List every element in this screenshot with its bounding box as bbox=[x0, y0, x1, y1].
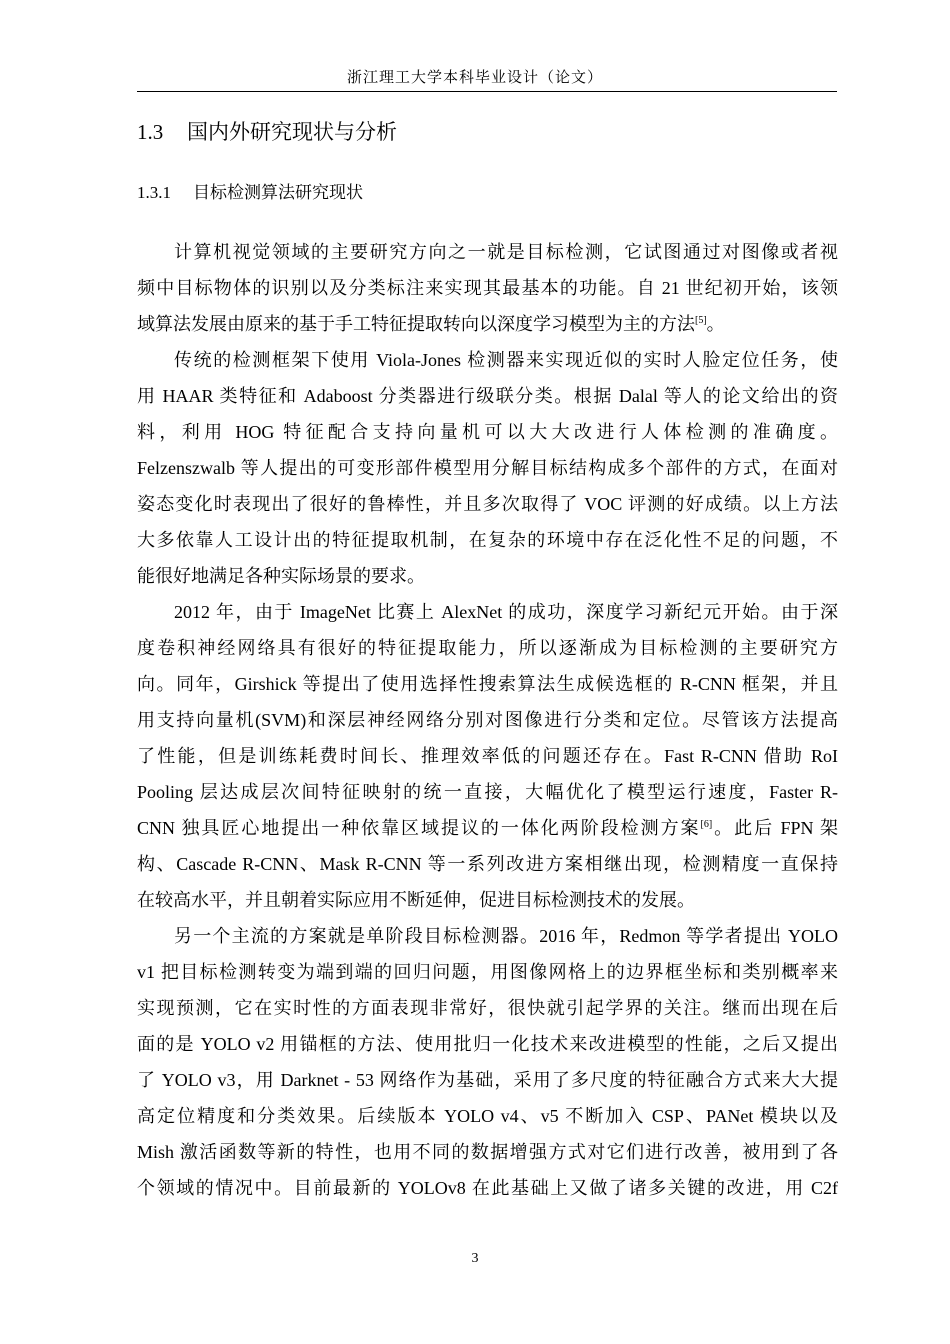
line-text: 了 YOLO v3，用 Darknet - 53 网络作为基础，采用了多尺度的特征融合方式来大大提 bbox=[137, 1070, 838, 1090]
line-text: 传统的检测框架下使用 Viola-Jones 检测器来实现近似的实时人脸定位任务，使 bbox=[174, 350, 838, 370]
line-text: 姿态变化时表现出了很好的鲁棒性，并且多次取得了 VOC 评测的好成绩。以上方法 bbox=[137, 494, 838, 514]
line-text: 了性能，但是训练耗费时间长、推理效率低的问题还存在。Fast R-CNN 借助 RoI bbox=[137, 746, 838, 766]
page-number: 3 bbox=[471, 1251, 479, 1266]
section-title: 国内外研究现状与分析 bbox=[187, 120, 397, 144]
paragraph bbox=[137, 234, 838, 342]
text-line bbox=[137, 990, 838, 1026]
body-text bbox=[137, 234, 838, 1206]
line-text: 计算机视觉领域的主要研究方向之一就是目标检测，它试图通过对图像或者视 bbox=[174, 242, 838, 262]
text-line bbox=[137, 1062, 838, 1098]
header-rule bbox=[137, 91, 837, 92]
line-text: CNN 独具匠心地提出一种依靠区域提议的一体化两阶段检测方案 bbox=[137, 818, 701, 838]
citation-ref: [6] bbox=[700, 819, 713, 830]
line-text: Pooling 层达成层次间特征映射的统一直接，大幅优化了模型运行速度，Faster R- bbox=[137, 782, 838, 802]
section-heading bbox=[137, 116, 837, 146]
subsection-title: 目标检测算法研究现状 bbox=[193, 183, 363, 203]
text-line bbox=[137, 306, 838, 342]
text-line bbox=[137, 270, 838, 306]
line-text: 向。同年，Girshick 等提出了使用选择性搜索算法生成候选框的 R-CNN 框架，并且 bbox=[137, 674, 838, 694]
line-text: 用 HAAR 类特征和 Adaboost 分类器进行级联分类。根据 Dalal 等人的论文给出的资 bbox=[137, 386, 838, 406]
line-text: Felzenszwalb 等人提出的可变形部件模型用分解目标结构成多个部件的方式，在面对 bbox=[137, 458, 838, 478]
text-line bbox=[137, 1098, 838, 1134]
text-line bbox=[137, 630, 838, 666]
line-text: 度卷积神经网络具有很好的特征提取能力，所以逐渐成为目标检测的主要研究方 bbox=[137, 638, 838, 658]
text-line bbox=[137, 846, 838, 882]
text-line bbox=[137, 450, 838, 486]
text-line bbox=[137, 522, 838, 558]
text-line bbox=[137, 918, 838, 954]
line-text: Mish 激活函数等新的特性，也用不同的数据增强方式对它们进行改善，被用到了各 bbox=[137, 1142, 838, 1162]
line-text: 能很好地满足各种实际场景的要求。 bbox=[137, 566, 425, 586]
line-text: 频中目标物体的识别以及分类标注来实现其最基本的功能。自 21 世纪初开始，该领 bbox=[137, 278, 838, 298]
line-text: 构、Cascade R-CNN、Mask R-CNN 等一系列改进方案相继出现，检测精度一直保持 bbox=[137, 854, 838, 874]
line-text: 面的是 YOLO v2 用锚框的方法、使用批归一化技术来改进模型的性能，之后又提出 bbox=[137, 1034, 838, 1054]
paragraph bbox=[137, 342, 838, 594]
text-line bbox=[137, 774, 838, 810]
text-line bbox=[137, 342, 838, 378]
text-line bbox=[137, 1170, 838, 1206]
text-line bbox=[137, 702, 838, 738]
line-text: 域算法发展由原来的基于手工特征提取转向以深度学习模型为主的方法 bbox=[137, 314, 695, 334]
text-line bbox=[137, 882, 838, 918]
line-text-tail: 。 bbox=[706, 314, 725, 334]
line-text: 实现预测，它在实时性的方面表现非常好，很快就引起学界的关注。继而出现在后 bbox=[137, 998, 838, 1018]
paragraph bbox=[137, 594, 838, 918]
line-text: v1 把目标检测转变为端到端的回归问题，用图像网格上的边界框坐标和类别概率来 bbox=[137, 962, 838, 982]
section-number: 1.3 bbox=[137, 120, 164, 144]
line-text: 大多依靠人工设计出的特征提取机制，在复杂的环境中存在泛化性不足的问题，不 bbox=[137, 530, 838, 550]
text-line bbox=[137, 234, 838, 270]
running-header: 浙江理工大学本科毕业设计（论文） bbox=[346, 68, 603, 86]
text-line bbox=[137, 1026, 838, 1062]
text-line bbox=[137, 486, 838, 522]
line-text: 在较高水平，并且朝着实际应用不断延伸，促进目标检测技术的发展。 bbox=[137, 890, 695, 910]
subsection-number: 1.3.1 bbox=[137, 183, 171, 202]
line-text: 高定位精度和分类效果。后续版本 YOLO v4、v5 不断加入 CSP、PANet 模块以及 bbox=[137, 1106, 838, 1126]
paragraph bbox=[137, 918, 838, 1206]
text-line bbox=[137, 738, 838, 774]
text-line bbox=[137, 378, 838, 414]
text-line bbox=[137, 558, 838, 594]
line-text: 个领域的情况中。目前最新的 YOLOv8 在此基础上又做了诸多关键的改进，用 C2f bbox=[137, 1178, 838, 1198]
citation-ref: [5] bbox=[695, 315, 707, 326]
line-text: 2012 年，由于 ImageNet 比赛上 AlexNet 的成功，深度学习新纪元开始。由于深 bbox=[174, 602, 838, 622]
text-line bbox=[137, 1134, 838, 1170]
text-line bbox=[137, 810, 838, 846]
line-text-tail: 。此后 FPN 架 bbox=[712, 818, 838, 838]
line-text: 料，利用 HOG 特征配合支持向量机可以大大改进行人体检测的准确度。 bbox=[137, 422, 838, 442]
text-line bbox=[137, 414, 838, 450]
subsection-heading bbox=[137, 178, 837, 203]
text-line bbox=[137, 954, 838, 990]
line-text: 用支持向量机(SVM)和深层神经网络分别对图像进行分类和定位。尽管该方法提高 bbox=[137, 710, 838, 730]
line-text: 另一个主流的方案就是单阶段目标检测器。2016 年，Redmon 等学者提出 YOLO bbox=[174, 926, 838, 946]
text-line bbox=[137, 666, 838, 702]
text-line bbox=[137, 594, 838, 630]
